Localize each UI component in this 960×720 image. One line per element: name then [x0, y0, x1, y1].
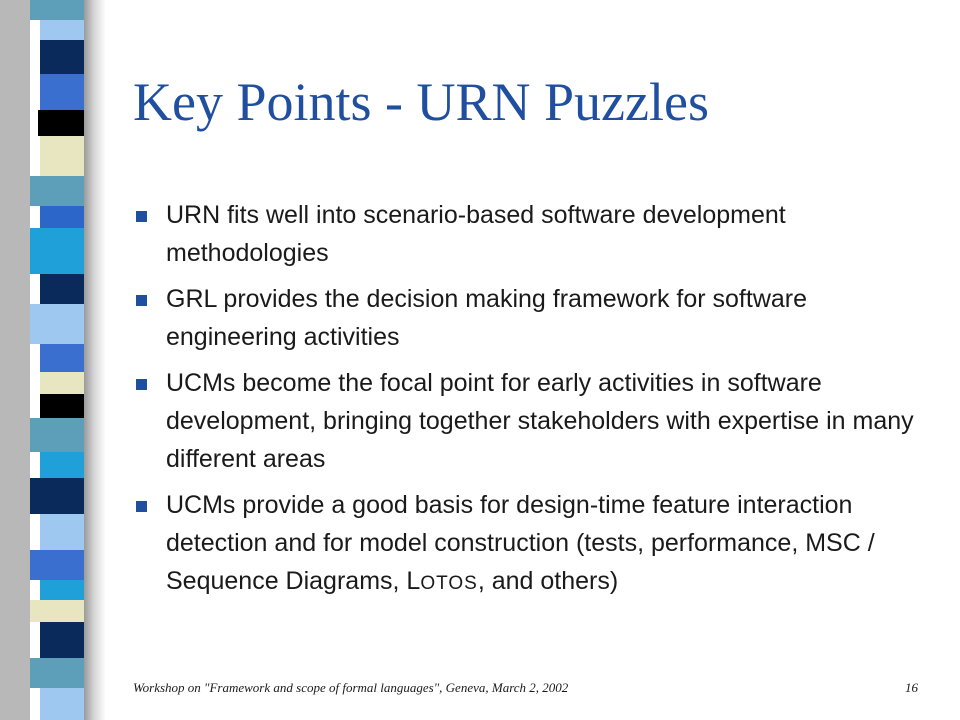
stripe-block — [30, 0, 84, 20]
bullet-text-before: UCMs provide a good basis for design-time feature interaction detection and for model construction (tests, performance, MSC / Sequence Diagrams, — [166, 491, 875, 595]
stripe-block — [30, 176, 84, 206]
bullet-item — [130, 364, 920, 478]
stripe-shadow — [84, 0, 106, 720]
bullet-text: GRL provides the decision making framework for software engineering activities — [166, 285, 808, 351]
bullet-item — [130, 486, 920, 603]
bullet-list — [130, 196, 920, 611]
decorative-stripe — [0, 0, 108, 720]
square-bullet-icon — [136, 211, 147, 222]
lotos-smallcaps: OTOS — [420, 573, 478, 594]
stripe-block — [40, 452, 84, 478]
square-bullet-icon — [136, 379, 147, 390]
stripe-block — [30, 418, 84, 452]
stripe-block — [40, 372, 84, 394]
stripe-block — [30, 304, 84, 344]
bullet-text — [166, 491, 875, 595]
footer-text: Workshop on "Framework and scope of formal languages", Geneva, March 2, 2002 — [133, 680, 569, 695]
lotos-initial: L — [406, 567, 421, 595]
page-number: 16 — [905, 680, 918, 695]
stripe-block — [40, 136, 84, 176]
footer — [133, 680, 918, 696]
stripe-block — [40, 20, 84, 40]
stripe-block — [38, 110, 84, 136]
stripe-block — [40, 274, 84, 304]
stripe-block — [40, 40, 84, 74]
stripe-block — [40, 344, 84, 372]
stripe-block — [40, 206, 84, 228]
stripe-block — [30, 550, 84, 580]
stripe-block — [30, 658, 84, 688]
square-bullet-icon — [136, 501, 147, 512]
stripe-block — [40, 688, 84, 720]
stripe-block — [40, 514, 84, 550]
stripe-background — [0, 0, 30, 720]
bullet-text: UCMs become the focal point for early activities in software development, bringing together stakeholders with expertise in many different areas — [166, 369, 914, 473]
stripe-block — [30, 228, 84, 274]
stripe-block — [30, 478, 84, 514]
bullet-item — [130, 280, 920, 356]
bullet-text-after: , and others) — [477, 567, 619, 595]
bullet-text: URN fits well into scenario-based software development methodologies — [166, 201, 786, 267]
square-bullet-icon — [136, 295, 147, 306]
stripe-block — [30, 600, 84, 622]
stripe-block — [40, 394, 84, 418]
stripe-block — [40, 622, 84, 658]
slide-title: Key Points - URN Puzzles — [133, 72, 709, 132]
stripe-block — [40, 580, 84, 600]
bullet-item — [130, 196, 920, 272]
stripe-block — [40, 74, 84, 110]
